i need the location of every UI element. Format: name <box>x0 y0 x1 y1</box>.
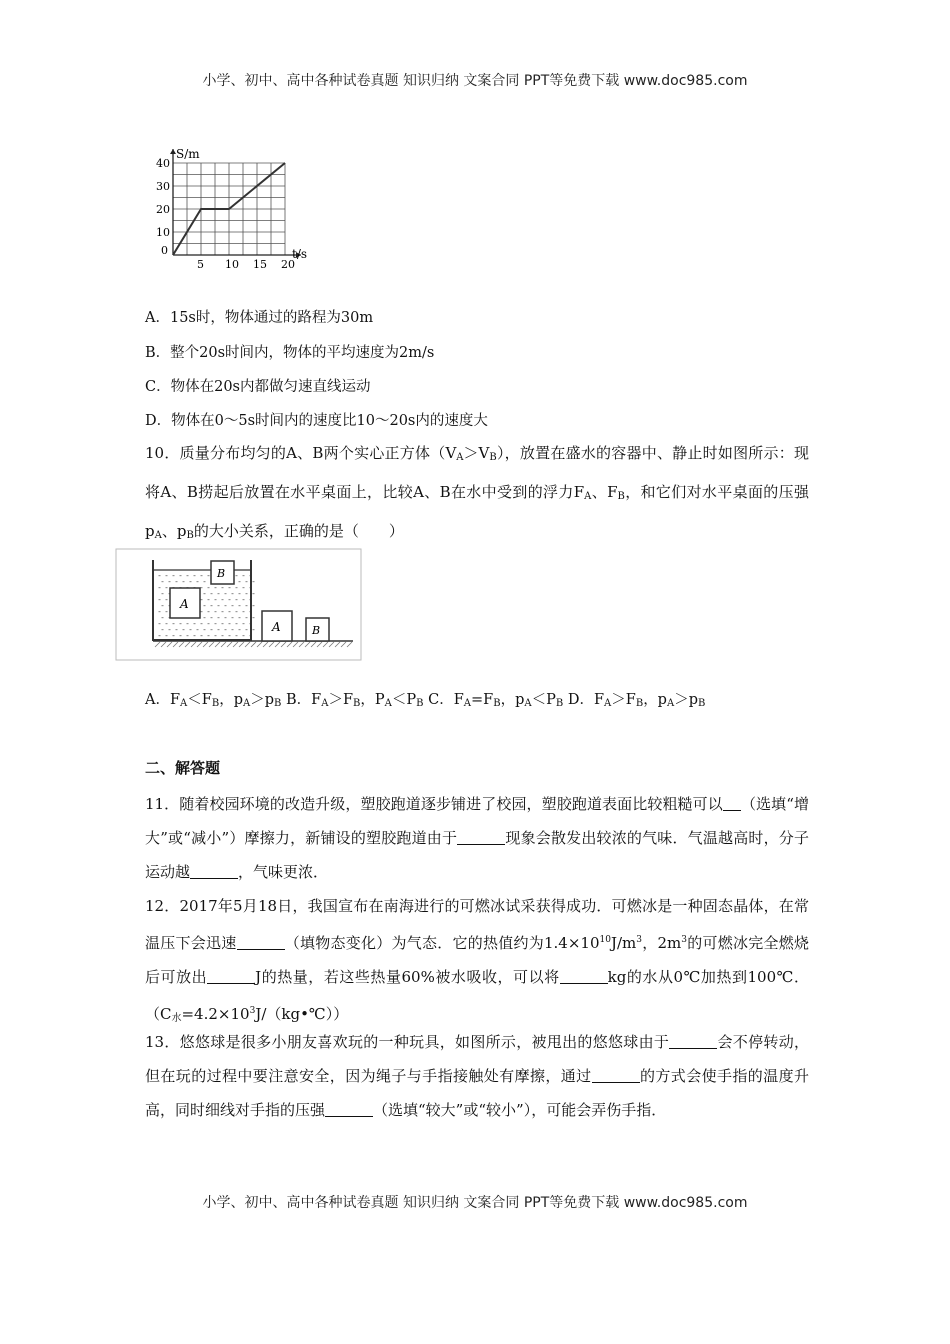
chart-ytick-label: 40 <box>156 157 170 170</box>
water-dot <box>246 593 248 594</box>
water-dot <box>208 587 210 588</box>
water-dot <box>190 629 192 630</box>
water-dot <box>173 575 175 576</box>
water-dot <box>194 623 196 624</box>
chart-xtick-label: 20 <box>281 258 295 271</box>
hatch-line <box>341 642 346 647</box>
hatch-line <box>299 642 304 647</box>
water-dot <box>239 581 241 582</box>
hatch-line <box>167 642 172 647</box>
hatch-line <box>239 642 244 647</box>
water-dot <box>211 629 213 630</box>
q12-question: 12．2017年5月18日，我国宣布在南海进行的可燃冰试采获得成功．可燃冰是一种固态晶体，在常温压下会迅速 （填物态变化）为气态．它的热值约为$1.4\times 10^{10}J/m^3$，$2m^3$的可燃冰完全燃烧后可放出 J的热量，若这些热量60%被水吸收，可以将 kg的水从0℃加热到100℃．$(C_水=4.2\times 10^3J/(kg•℃))$ <box>145 897 809 1024</box>
water-dot <box>197 629 199 630</box>
water-dot <box>204 629 206 630</box>
water-dot <box>225 629 227 630</box>
water-dot <box>218 629 220 630</box>
water-dot <box>159 623 161 624</box>
water-dot <box>215 587 217 588</box>
water-dot <box>243 611 245 612</box>
water-dot <box>215 635 217 636</box>
chart-xtick-label: 5 <box>197 258 204 271</box>
water-dot <box>162 581 164 582</box>
water-dot <box>176 581 178 582</box>
water-dot <box>229 587 231 588</box>
water-dot <box>208 611 210 612</box>
hatch-line <box>311 642 316 647</box>
water-dot <box>169 581 171 582</box>
water-dot <box>166 635 168 636</box>
water-dot <box>246 581 248 582</box>
hatch-line <box>323 642 328 647</box>
water-dot <box>218 605 220 606</box>
water-dot <box>236 599 238 600</box>
water-dot <box>211 617 213 618</box>
water-dot <box>166 611 168 612</box>
hatch-line <box>221 642 226 647</box>
hatch-line <box>347 642 352 647</box>
hatch-line <box>329 642 334 647</box>
water-dot <box>239 629 241 630</box>
q11-question: 11．随着校园环境的改造升级，塑胶跑道逐步铺进了校园，塑胶跑道表面比较粗糙可以 （选填“增大”或“减小”）摩擦力，新铺设的塑胶跑道由于 现象会散发出较浓的气味．气温越高时，分子运动越 ，气味更浓． <box>145 795 810 881</box>
water-dot <box>180 635 182 636</box>
water-dot <box>166 575 168 576</box>
chart-ytick-label: 20 <box>156 203 170 216</box>
water-dot <box>159 587 161 588</box>
water-dot <box>232 629 234 630</box>
hatch-line <box>263 642 268 647</box>
water-dot <box>201 623 203 624</box>
chart-ytick-label: 30 <box>156 180 170 193</box>
hatch-line <box>233 642 238 647</box>
water-dot <box>169 629 171 630</box>
answer-blank[interactable] <box>669 1034 717 1049</box>
water-dot <box>183 629 185 630</box>
water-dot <box>211 593 213 594</box>
water-dot <box>208 623 210 624</box>
water-dot <box>232 605 234 606</box>
water-dot <box>204 593 206 594</box>
water-dot <box>222 587 224 588</box>
water-dot <box>194 575 196 576</box>
hatch-line <box>155 642 160 647</box>
chart-ytick-label: 10 <box>156 226 170 239</box>
distance-time-chart <box>140 140 330 275</box>
chart-xlabel: t/s <box>292 247 308 261</box>
water-dot <box>222 611 224 612</box>
water-dot <box>243 635 245 636</box>
water-dot <box>225 605 227 606</box>
water-dot <box>253 581 255 582</box>
q9-option-c: C．物体在20s内都做匀速直线运动 <box>145 379 371 395</box>
hatch-line <box>173 642 178 647</box>
q13-question: 13．悠悠球是很多小朋友喜欢玩的一种玩具，如图所示，被甩出的悠悠球由于 会不停转动，但在玩的过程中要注意安全，因为绳子与手指接触处有摩擦，通过 的方式会使手指的温度升高，同时细线对手指的压强 （选填“较大”或“较小”），可能会弄伤手指． <box>145 1033 809 1119</box>
water-dot <box>159 575 161 576</box>
water-dot <box>225 617 227 618</box>
water-dot <box>201 599 203 600</box>
hatch-line <box>209 642 214 647</box>
hatch-line <box>257 642 262 647</box>
water-dot <box>239 617 241 618</box>
water-dot <box>180 575 182 576</box>
water-dot <box>211 605 213 606</box>
q10-options: A．$F_A<F_B$，$p_A>p_B$ B．$F_A>F_B$，$P_A<P_B$ C．$F_A=F_B$，$p_A<P_B$ D．$F_A>F_B$，$p_A>p_B$ <box>145 692 706 709</box>
water-dot <box>204 605 206 606</box>
water-dot <box>232 617 234 618</box>
water-dot <box>162 617 164 618</box>
hatch-line <box>305 642 310 647</box>
hatch-line <box>191 642 196 647</box>
water-dot <box>236 635 238 636</box>
water-dot <box>225 593 227 594</box>
water-dot <box>159 611 161 612</box>
water-dot <box>253 617 255 618</box>
water-dot <box>229 635 231 636</box>
answer-blank[interactable] <box>723 796 741 811</box>
q9-option-a: A．15s时，物体通过的路程为30m <box>145 310 374 326</box>
water-dot <box>253 605 255 606</box>
water-dot <box>201 635 203 636</box>
water-dot <box>222 623 224 624</box>
chart-xtick-label: 0 <box>161 244 168 257</box>
water-dot <box>204 617 206 618</box>
water-dot <box>197 581 199 582</box>
water-dot <box>236 623 238 624</box>
water-dot <box>215 611 217 612</box>
water-dot <box>204 581 206 582</box>
hatch-line <box>185 642 190 647</box>
water-dot <box>180 623 182 624</box>
q10-question: 10．质量分布均匀的A、B两个实心正方体$(V_A>V_B)$，放置在盛水的容器中、静止时如图所示：现将A、B捞起后放置在水平桌面上，比较A、B在水中受到的浮力$F_A$、$F_B$，和它们对水平桌面的压强$p_A$、$p_B$的大小关系，正确的是（ ） <box>145 444 809 541</box>
water-dot <box>166 587 168 588</box>
water-dot <box>236 611 238 612</box>
answer-blank[interactable] <box>190 864 238 879</box>
water-dot <box>187 635 189 636</box>
water-dot <box>166 623 168 624</box>
water-dot <box>243 599 245 600</box>
water-dot <box>253 593 255 594</box>
water-dot <box>218 593 220 594</box>
answer-blank[interactable] <box>592 1068 640 1083</box>
page-header: 小学、初中、高中各种试卷真题 知识归纳 文案合同 PPT等免费下载 www.doc985.com <box>202 73 748 89</box>
hatch-line <box>215 642 220 647</box>
water-dot <box>243 587 245 588</box>
water-dot <box>208 599 210 600</box>
water-dot <box>173 623 175 624</box>
water-dot <box>229 623 231 624</box>
buoyancy-figure <box>113 548 365 663</box>
hatch-line <box>335 642 340 647</box>
hatch-line <box>317 642 322 647</box>
water-dot <box>166 599 168 600</box>
water-dot <box>246 617 248 618</box>
cube-b-label-table: B <box>312 624 321 637</box>
hatch-line <box>179 642 184 647</box>
water-dot <box>201 575 203 576</box>
hatch-line <box>245 642 250 647</box>
water-dot <box>229 611 231 612</box>
chart-xtick-label: 10 <box>225 258 239 271</box>
water-dot <box>159 635 161 636</box>
hatch-line <box>197 642 202 647</box>
water-dot <box>239 593 241 594</box>
water-dot <box>215 623 217 624</box>
q9-option-b: B．整个20s时间内，物体的平均速度为2m/s <box>145 345 435 361</box>
water-dot <box>222 635 224 636</box>
hatch-line <box>293 642 298 647</box>
chart-xtick-label: 15 <box>253 258 267 271</box>
water-dot <box>187 575 189 576</box>
water-dot <box>232 593 234 594</box>
hatch-line <box>203 642 208 647</box>
water-dot <box>190 581 192 582</box>
water-dot <box>201 611 203 612</box>
water-dot <box>236 575 238 576</box>
q9-option-d: D．物体在0～5s时间内的速度比10～20s内的速度大 <box>145 413 488 429</box>
answer-blank[interactable] <box>457 830 505 845</box>
hatch-line <box>227 642 232 647</box>
answer-blank[interactable] <box>237 935 285 950</box>
water-dot <box>201 587 203 588</box>
water-dot <box>183 581 185 582</box>
water-dot <box>173 635 175 636</box>
hatch-line <box>251 642 256 647</box>
hatch-line <box>287 642 292 647</box>
page-footer: 小学、初中、高中各种试卷真题 知识归纳 文案合同 PPT等免费下载 www.doc985.com <box>202 1195 748 1211</box>
water-dot <box>243 575 245 576</box>
section-title: 二、解答题 <box>145 759 221 777</box>
hatch-line <box>269 642 274 647</box>
water-dot <box>253 629 255 630</box>
water-dot <box>239 605 241 606</box>
water-dot <box>159 599 161 600</box>
water-dot <box>215 599 217 600</box>
water-dot <box>194 635 196 636</box>
water-dot <box>246 629 248 630</box>
hatch-line <box>161 642 166 647</box>
water-dot <box>208 635 210 636</box>
answer-blank[interactable] <box>325 1102 373 1117</box>
cube-a-label-table: A <box>272 620 281 634</box>
water-dot <box>208 575 210 576</box>
water-dot <box>187 623 189 624</box>
hatch-line <box>281 642 286 647</box>
water-dot <box>162 605 164 606</box>
water-dot <box>246 605 248 606</box>
water-dot <box>243 623 245 624</box>
water-dot <box>222 599 224 600</box>
water-dot <box>229 599 231 600</box>
answer-blank[interactable] <box>560 969 608 984</box>
hatch-line <box>275 642 280 647</box>
cube-b-label: B <box>217 567 226 580</box>
answer-blank[interactable] <box>207 969 255 984</box>
cube-a-label: A <box>180 597 189 611</box>
water-dot <box>176 629 178 630</box>
water-dot <box>162 629 164 630</box>
water-dot <box>162 593 164 594</box>
water-dot <box>236 587 238 588</box>
water-dot <box>218 617 220 618</box>
chart-ylabel: S/m <box>176 147 200 161</box>
hatching <box>155 642 352 647</box>
